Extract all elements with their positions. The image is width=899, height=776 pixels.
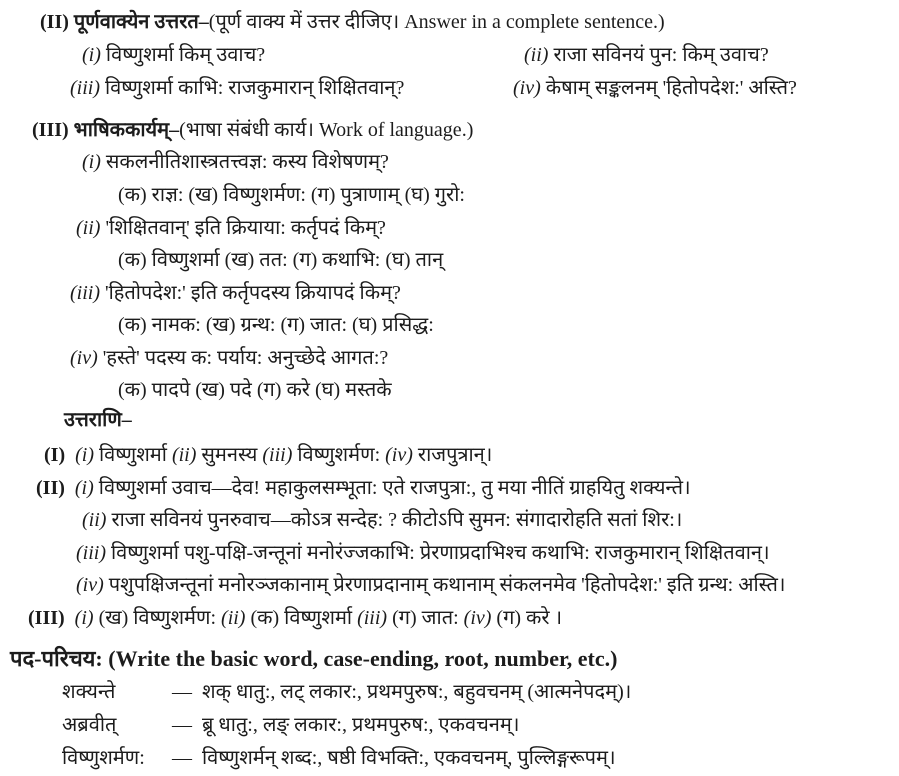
question xyxy=(524,42,769,68)
section2-heading xyxy=(40,9,665,35)
padparichay-heading xyxy=(10,646,617,672)
question-label: (ii) xyxy=(76,217,101,239)
part-text: विष्णुशर्मा पशु-पक्षि-जन्तूनां मनोरंज्जकाभि: प्रेरणाप्रदाभिश्च कथाभि: राजकुमारान् शिक्षितवान्। xyxy=(111,542,770,564)
section-subtitle: (पूर्ण वाक्य में उत्तर दीजिए। Answer in a complete sentence.) xyxy=(208,11,665,33)
question-label: (iv) xyxy=(70,347,98,369)
question-label: (i) xyxy=(82,151,101,173)
answer-number: (I) xyxy=(44,444,66,466)
part-label: (iii) xyxy=(76,542,106,564)
question xyxy=(70,345,388,371)
pp-dash: — xyxy=(172,747,192,769)
pp-desc: शक् धातु:, लट् लकार:, प्रथमपुरुष:, बहुवचनम् (आत्मनेपदम्)। xyxy=(202,681,632,703)
question-label: (i) xyxy=(82,44,101,66)
pp-desc: ब्रू धातु:, लङ् लकार:, प्रथमपुरुष:, एकवचनम्। xyxy=(202,714,520,736)
part-text: (ग) जात: xyxy=(392,607,459,629)
question-text: 'हितोपदेश:' इति कर्तृपदस्य क्रियापदं किम्? xyxy=(105,282,401,304)
answer-1 xyxy=(44,442,492,468)
part-label: (iv) xyxy=(385,444,413,466)
answer-2-item xyxy=(82,507,682,533)
question xyxy=(513,75,797,101)
options: (क) पादपे (ख) पदे (ग) करे (घ) मस्तके xyxy=(118,379,392,401)
pp-word: शक्यन्ते xyxy=(62,681,116,703)
answer-3 xyxy=(28,605,562,631)
question xyxy=(70,280,401,306)
section-number: (III) xyxy=(32,119,69,141)
question-text: राजा सविनयं पुन: किम् उवाच? xyxy=(553,44,769,66)
question-text: विष्णुशर्मा काभि: राजकुमारान् शिक्षितवान्? xyxy=(105,77,405,99)
part-text: विष्णुशर्मा उवाच—देव! महाकुलसम्भूता: एते राजपुत्रा:, तु मया नीतिं ग्राहयितु शक्यन्ते। xyxy=(98,477,691,499)
section-title: पूर्णवाक्येन उत्तरत– xyxy=(73,11,209,33)
part-label: (ii) xyxy=(82,509,107,531)
pp-desc: विष्णुशर्मन् शब्द:, षष्ठी विभक्ति:, एकवचनम्, पुल्लिङ्गरूपम्। xyxy=(202,747,616,769)
padparichay-subtitle: (Write the basic word, case-ending, root, number, etc.) xyxy=(108,646,618,671)
question-label: (iv) xyxy=(513,77,541,99)
answers-heading: उत्तराणि– xyxy=(64,409,132,431)
part-text: (क) विष्णुशर्मा xyxy=(250,607,353,629)
question xyxy=(82,42,265,68)
padparichay-row xyxy=(62,745,616,771)
part-text: राजपुत्रान्। xyxy=(417,444,493,466)
question-text: 'हस्ते' पदस्य क: पर्याय: अनुच्छेदे आगत:? xyxy=(102,347,389,369)
section-subtitle: (भाषा संबंधी कार्य। Work of language.) xyxy=(179,119,474,141)
question xyxy=(82,149,389,175)
pp-dash: — xyxy=(172,714,192,736)
question xyxy=(70,75,404,101)
answer-number: (II) xyxy=(36,477,65,499)
part-label: (iii) xyxy=(357,607,388,629)
part-label: (iii) xyxy=(262,444,293,466)
padparichay-row xyxy=(62,712,519,738)
part-label: (iv) xyxy=(76,574,104,596)
question-text: केषाम् सङ्कलनम् 'हितोपदेश:' अस्ति? xyxy=(545,77,797,99)
pp-dash: — xyxy=(172,681,192,703)
part-label: (ii) xyxy=(221,607,246,629)
part-label: (iv) xyxy=(463,607,492,629)
question-text: 'शिक्षितवान्' इति क्रियाया: कर्तृपदं किम्? xyxy=(105,217,386,239)
options: (क) नामक: (ख) ग्रन्थ: (ग) जात: (घ) प्रसिद्ध: xyxy=(118,314,434,336)
pp-word: विष्णुशर्मण: xyxy=(62,747,145,769)
part-label: (ii) xyxy=(171,444,197,466)
answer-2-item xyxy=(76,540,770,566)
part-label: (i) xyxy=(74,477,94,499)
answer-2-item xyxy=(76,572,785,598)
section-number: (II) xyxy=(40,11,69,33)
part-text: (ग) करे । xyxy=(496,607,563,629)
part-text: सुमनस्य xyxy=(201,444,258,466)
part-text: पशुपक्षिजन्तूनां मनोरञ्जकानाम् प्रेरणाप्रदानाम् कथानाम् संकलनमेव 'हितोपदेश:' इति ग्रन्थ: अस्ति। xyxy=(108,574,786,596)
answer-2-item xyxy=(36,475,691,501)
pp-word: अब्रवीत् xyxy=(62,714,117,736)
part-label: (i) xyxy=(74,607,94,629)
padparichay-row xyxy=(62,679,631,705)
answer-number: (III) xyxy=(28,607,65,629)
part-label: (i) xyxy=(75,444,94,466)
section-title: भाषिककार्यम्– xyxy=(73,119,180,141)
section3-heading xyxy=(32,117,473,143)
options: (क) राज्ञ: (ख) विष्णुशर्मण: (ग) पुत्राणाम् (घ) गुरो: xyxy=(118,184,465,206)
question xyxy=(76,215,386,241)
part-text: विष्णुशर्मण: xyxy=(297,444,381,466)
padparichay-title: पद-परिचय: xyxy=(10,646,103,671)
question-label: (iii) xyxy=(70,77,100,99)
part-text: विष्णुशर्मा xyxy=(99,444,167,466)
question-text: विष्णुशर्मा किम् उवाच? xyxy=(105,44,266,66)
part-text: राजा सविनयं पुनरुवाच—कोऽत्र सन्देह: ? कीटोऽपि सुमन: संगादारोहति सतां शिर:। xyxy=(111,509,683,531)
question-label: (iii) xyxy=(70,282,100,304)
options: (क) विष्णुशर्मा (ख) तत: (ग) कथाभि: (घ) तान् xyxy=(118,249,444,271)
question-text: सकलनीतिशास्त्रतत्त्वज्ञ: कस्य विशेषणम्? xyxy=(105,151,389,173)
part-text: (ख) विष्णुशर्मण: xyxy=(98,607,217,629)
question-label: (ii) xyxy=(524,44,549,66)
